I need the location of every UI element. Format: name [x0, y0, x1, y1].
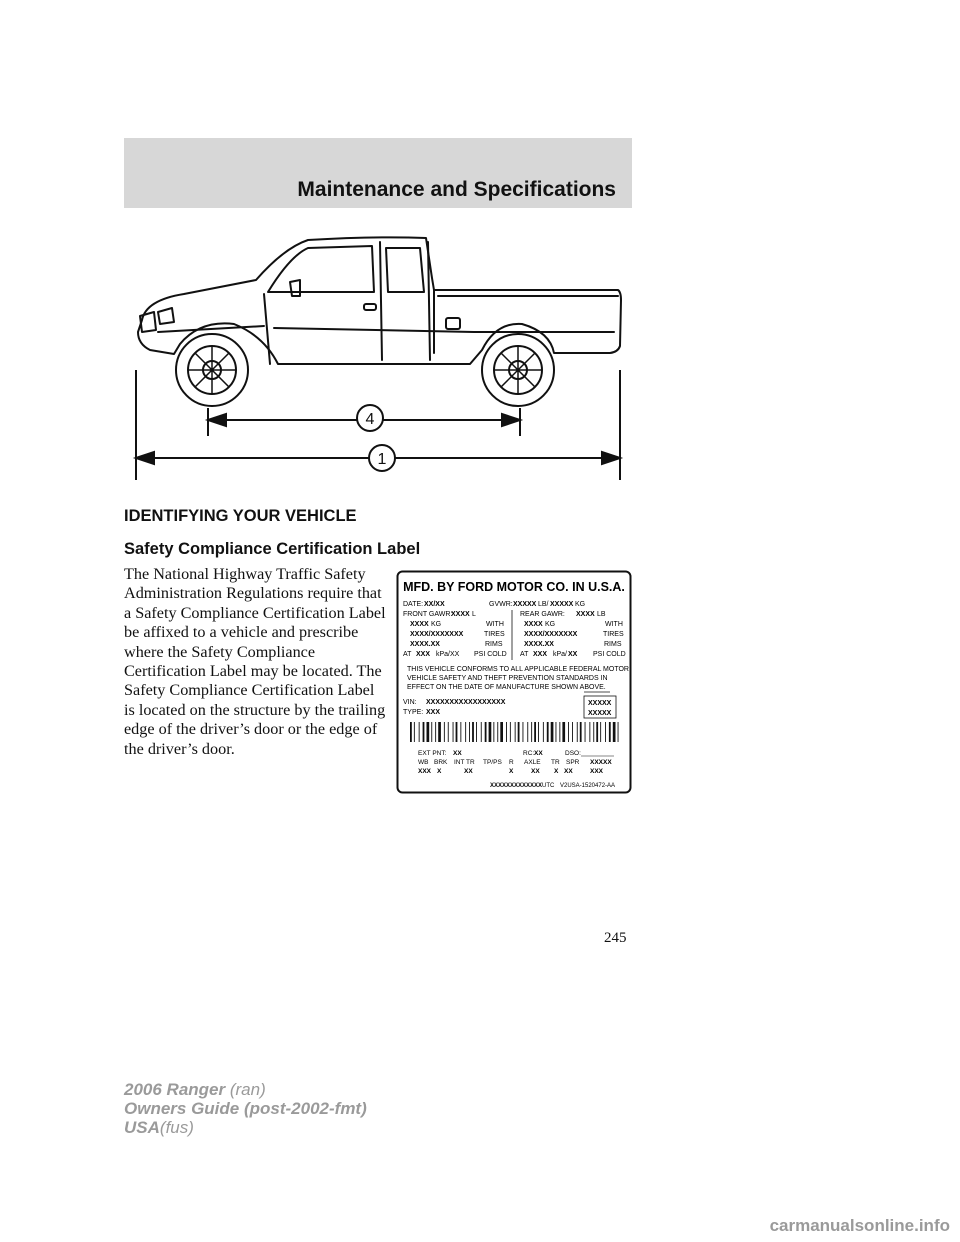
barcode-bar	[510, 722, 511, 742]
barcode-bar	[423, 722, 425, 742]
label-rear-kg-unit: KG	[545, 621, 556, 628]
label-type-label: TYPE:	[403, 709, 424, 716]
barcode-bar	[465, 722, 466, 742]
barcode-bar	[618, 722, 619, 742]
label-utc: UTC	[542, 783, 555, 789]
label-type-value: XXX	[426, 709, 441, 716]
label-gvwr-kg: XXXXX	[550, 601, 574, 608]
barcode-bar	[506, 722, 507, 742]
barcode-bar	[500, 722, 503, 742]
label-rear-gawr-unit: LB	[597, 611, 606, 618]
label-ext-pnt-value: XX	[453, 750, 462, 757]
label-front-at: AT	[403, 651, 412, 658]
callout-4: 4	[365, 411, 375, 428]
label-rear-xx: XX	[568, 651, 578, 658]
label-vin-value: XXXXXXXXXXXXXXXXX	[426, 699, 506, 706]
label-code-val-6: X	[554, 768, 559, 775]
label-rear-rims-word: RIMS	[604, 641, 622, 648]
label-part-code: XXXXXXXXXXXXX	[490, 783, 543, 789]
page-section-title: Maintenance and Specifications	[297, 178, 616, 201]
label-front-rims: XXXX.XX	[410, 641, 440, 648]
header-band	[124, 138, 632, 208]
label-front-gawr: FRONT GAWR:	[403, 611, 453, 618]
barcode-bar	[435, 722, 436, 742]
barcode-bar	[481, 722, 482, 742]
label-rear-tires: XXXX/XXXXXXX	[524, 631, 578, 638]
page-number: 245	[604, 930, 627, 946]
footer-model: 2006 Ranger	[124, 1080, 226, 1099]
section-subheading: Safety Compliance Certification Label	[124, 540, 421, 558]
label-front-psi-cold: PSI COLD	[474, 651, 507, 658]
label-code-val-7: XX	[564, 768, 573, 775]
footer-model-code: (ran)	[229, 1080, 266, 1099]
barcode-bar	[547, 722, 549, 742]
barcode-bar	[444, 722, 445, 742]
label-code-val-5: XX	[531, 768, 540, 775]
label-box-2: XXXXX	[588, 710, 612, 717]
label-gvwr-lb: XXXXX	[513, 601, 537, 608]
barcode-bar	[559, 722, 560, 742]
label-front-tires-word: TIRES	[484, 631, 505, 638]
barcode-bar	[427, 722, 430, 742]
label-box-1: XXXXX	[588, 700, 612, 707]
barcode-bar	[580, 722, 582, 742]
barcode-bar	[489, 722, 492, 742]
label-date-label: DATE:	[403, 601, 424, 608]
barcode-bar	[568, 722, 569, 742]
vehicle-wheelbase-diagram	[124, 228, 624, 488]
footer-line-1	[124, 1080, 367, 1099]
barcode-bar	[414, 722, 415, 742]
label-front-gawr-unit: L	[472, 611, 476, 618]
barcode-bar	[531, 722, 532, 742]
watermark: carmanualsonline.info	[769, 1216, 950, 1235]
barcode-bar	[410, 722, 412, 742]
barcode-bar	[515, 722, 516, 742]
barcode-bar	[523, 722, 524, 742]
barcode-bar	[538, 722, 539, 742]
barcode-bar	[572, 722, 573, 742]
barcode-bar	[562, 722, 565, 742]
barcode-bar	[613, 722, 616, 742]
label-rear-tires-word: TIRES	[603, 631, 624, 638]
label-gvwr-lb-unit: LB/	[538, 601, 549, 608]
label-code-xxxxx: XXXXX	[590, 759, 612, 766]
label-code-spr: SPR	[566, 759, 580, 766]
label-rc: RC:	[523, 750, 535, 757]
label-vin-label: VIN:	[403, 699, 417, 706]
barcode-bar	[469, 722, 470, 742]
label-code-tp-ps: TP/PS	[483, 759, 502, 766]
label-part-number: V2USA-1520472-AA	[560, 783, 616, 789]
callout-1: 1	[377, 451, 387, 468]
label-rc-value: XX	[534, 750, 543, 757]
barcode-bar	[453, 722, 454, 742]
barcode-bar	[551, 722, 554, 742]
barcode-bar	[456, 722, 458, 742]
label-date-value: XX/XX	[424, 601, 445, 608]
barcode-bar	[593, 722, 594, 742]
barcode-bar	[600, 722, 601, 742]
footer-line-3	[124, 1118, 367, 1137]
label-front-rims-word: RIMS	[485, 641, 503, 648]
label-code-val-8: XXX	[590, 768, 604, 775]
barcode-bar	[497, 722, 498, 742]
barcode-bar	[485, 722, 487, 742]
certification-label-illustration	[396, 570, 632, 794]
label-conform-2: VEHICLE SAFETY AND THEFT PREVENTION STANDARDS IN	[407, 675, 608, 682]
label-rear-at: AT	[520, 651, 529, 658]
label-code-int-tr: INT TR	[454, 759, 475, 766]
footer-line-2: Owners Guide (post-2002-fmt)	[124, 1099, 367, 1118]
label-code-val-3: XX	[464, 768, 473, 775]
label-front-kg: XXXX	[410, 621, 429, 628]
barcode-bar	[493, 722, 494, 742]
label-rear-kpa: kPa/	[553, 651, 568, 658]
label-front-gawr-val: XXXX	[451, 611, 470, 618]
label-rear-psi: XXX	[533, 651, 548, 658]
barcode-bar	[518, 722, 520, 742]
label-code-brk: BRK	[434, 759, 448, 766]
barcode-bar	[476, 722, 477, 742]
label-code-r: R	[509, 759, 514, 766]
barcode-bar	[472, 722, 474, 742]
barcode-bar	[438, 722, 441, 742]
label-rear-rims: XXXX.XX	[524, 641, 554, 648]
barcode-bar	[419, 722, 420, 742]
label-front-kg-unit: KG	[431, 621, 442, 628]
label-rear-psi-cold: PSI COLD	[593, 651, 626, 658]
label-rear-with: WITH	[605, 621, 623, 628]
barcode-bar	[543, 722, 544, 742]
label-code-val-2: X	[437, 768, 442, 775]
barcode-bar	[589, 722, 590, 742]
label-code-val-4: X	[509, 768, 514, 775]
label-rear-gawr-val: XXXX	[576, 611, 595, 618]
document-footer	[124, 1080, 367, 1137]
label-rear-gawr: REAR GAWR:	[520, 611, 565, 618]
label-code-tr: TR	[551, 759, 560, 766]
label-gvwr-kg-unit: KG	[575, 601, 586, 608]
label-code-axle: AXLE	[524, 759, 541, 766]
barcode-bar	[605, 722, 606, 742]
label-dso: DSO:	[565, 750, 581, 757]
barcode-bar	[534, 722, 536, 742]
barcode-bar	[556, 722, 557, 742]
label-ext-pnt: EXT PNT:	[418, 750, 447, 757]
barcode-bar	[596, 722, 598, 742]
label-front-psi: XXX	[416, 651, 431, 658]
barcode-bar	[585, 722, 586, 742]
label-rear-kg: XXXX	[524, 621, 543, 628]
label-code-val-1: XXX	[418, 768, 432, 775]
footer-market: USA	[124, 1118, 160, 1137]
barcode-bar	[431, 722, 432, 742]
body-paragraph: The National Highway Traffic Safety Administration Regulations require that a Safety Compliance Certification Label be affixed to a vehicle and prescribe where the Safety Compliance Certification Label may be located. The Safety Compliance Certification Label is located on the structure by the trailing edge of the driver’s door or the edge of the driver’s door.	[124, 565, 386, 758]
label-code-wb: WB	[418, 759, 429, 766]
barcode-bar	[460, 722, 461, 742]
label-front-with: WITH	[486, 621, 504, 628]
label-conform-3: EFFECT ON THE DATE OF MANUFACTURE SHOWN ABOVE.	[407, 684, 606, 691]
barcode-bar	[609, 722, 611, 742]
rear-cab-window	[386, 248, 424, 292]
barcode-bar	[448, 722, 449, 742]
barcode-bar	[527, 722, 528, 742]
label-title: MFD. BY FORD MOTOR CO. IN U.S.A.	[403, 580, 625, 594]
label-gvwr-label: GVWR:	[489, 601, 513, 608]
barcode-bar	[577, 722, 578, 742]
label-front-tires: XXXX/XXXXXXX	[410, 631, 464, 638]
section-heading: IDENTIFYING YOUR VEHICLE	[124, 507, 357, 525]
label-front-kpa: kPa/XX	[436, 651, 460, 658]
label-conform-1: THIS VEHICLE CONFORMS TO ALL APPLICABLE FEDERAL MOTOR	[407, 666, 629, 673]
footer-market-code: (fus)	[159, 1118, 194, 1137]
